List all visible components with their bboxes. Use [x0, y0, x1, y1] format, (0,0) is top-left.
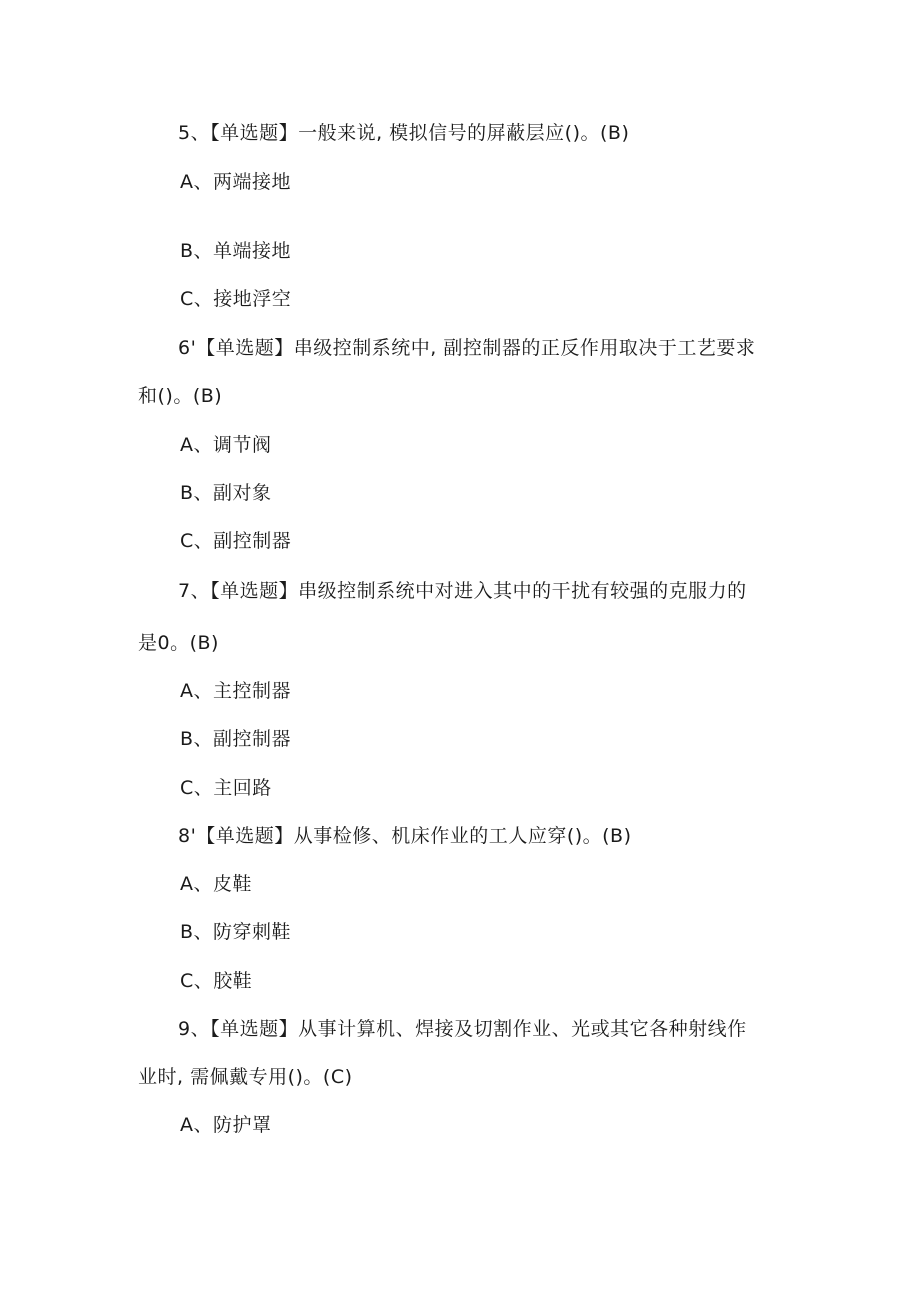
question-8-option-b: B、防穿刺鞋 [180, 921, 292, 943]
question-9-stem-line2: 业时, 需佩戴专用()。(C) [138, 1066, 353, 1088]
question-7-stem-line2: 是0。(B) [138, 632, 219, 654]
question-7-stem-line1: 7、【单选题】串级控制系统中对进入其中的干扰有较强的克服力的 [178, 580, 747, 602]
question-9-stem-line1: 9、【单选题】从事计算机、焊接及切割作业、光或其它各种射线作 [178, 1018, 747, 1040]
question-6-stem-line2: 和()。(B) [138, 385, 223, 407]
question-5-stem: 5、【单选题】一般来说, 模拟信号的屏蔽层应()。(B) [178, 122, 630, 144]
question-8-option-a: A、皮鞋 [180, 873, 252, 895]
question-8-stem: 8'【单选题】从事检修、机床作业的工人应穿()。(B) [178, 825, 632, 847]
question-5-option-b: B、单端接地 [180, 240, 292, 262]
question-7-option-b: B、副控制器 [180, 728, 292, 750]
question-6-stem-line1: 6'【单选题】串级控制系统中, 副控制器的正反作用取决于工艺要求 [178, 337, 756, 359]
question-5-option-c: C、接地浮空 [180, 288, 292, 310]
question-6-option-c: C、副控制器 [180, 530, 292, 552]
question-6-option-b: B、副对象 [180, 482, 272, 504]
question-5-option-a: A、两端接地 [180, 171, 291, 193]
question-6-option-a: A、调节阀 [180, 434, 272, 456]
question-7-option-c: C、主回路 [180, 777, 272, 799]
question-7-option-a: A、主控制器 [180, 680, 291, 702]
question-9-option-a: A、防护罩 [180, 1114, 272, 1136]
question-8-option-c: C、胶鞋 [180, 970, 253, 992]
